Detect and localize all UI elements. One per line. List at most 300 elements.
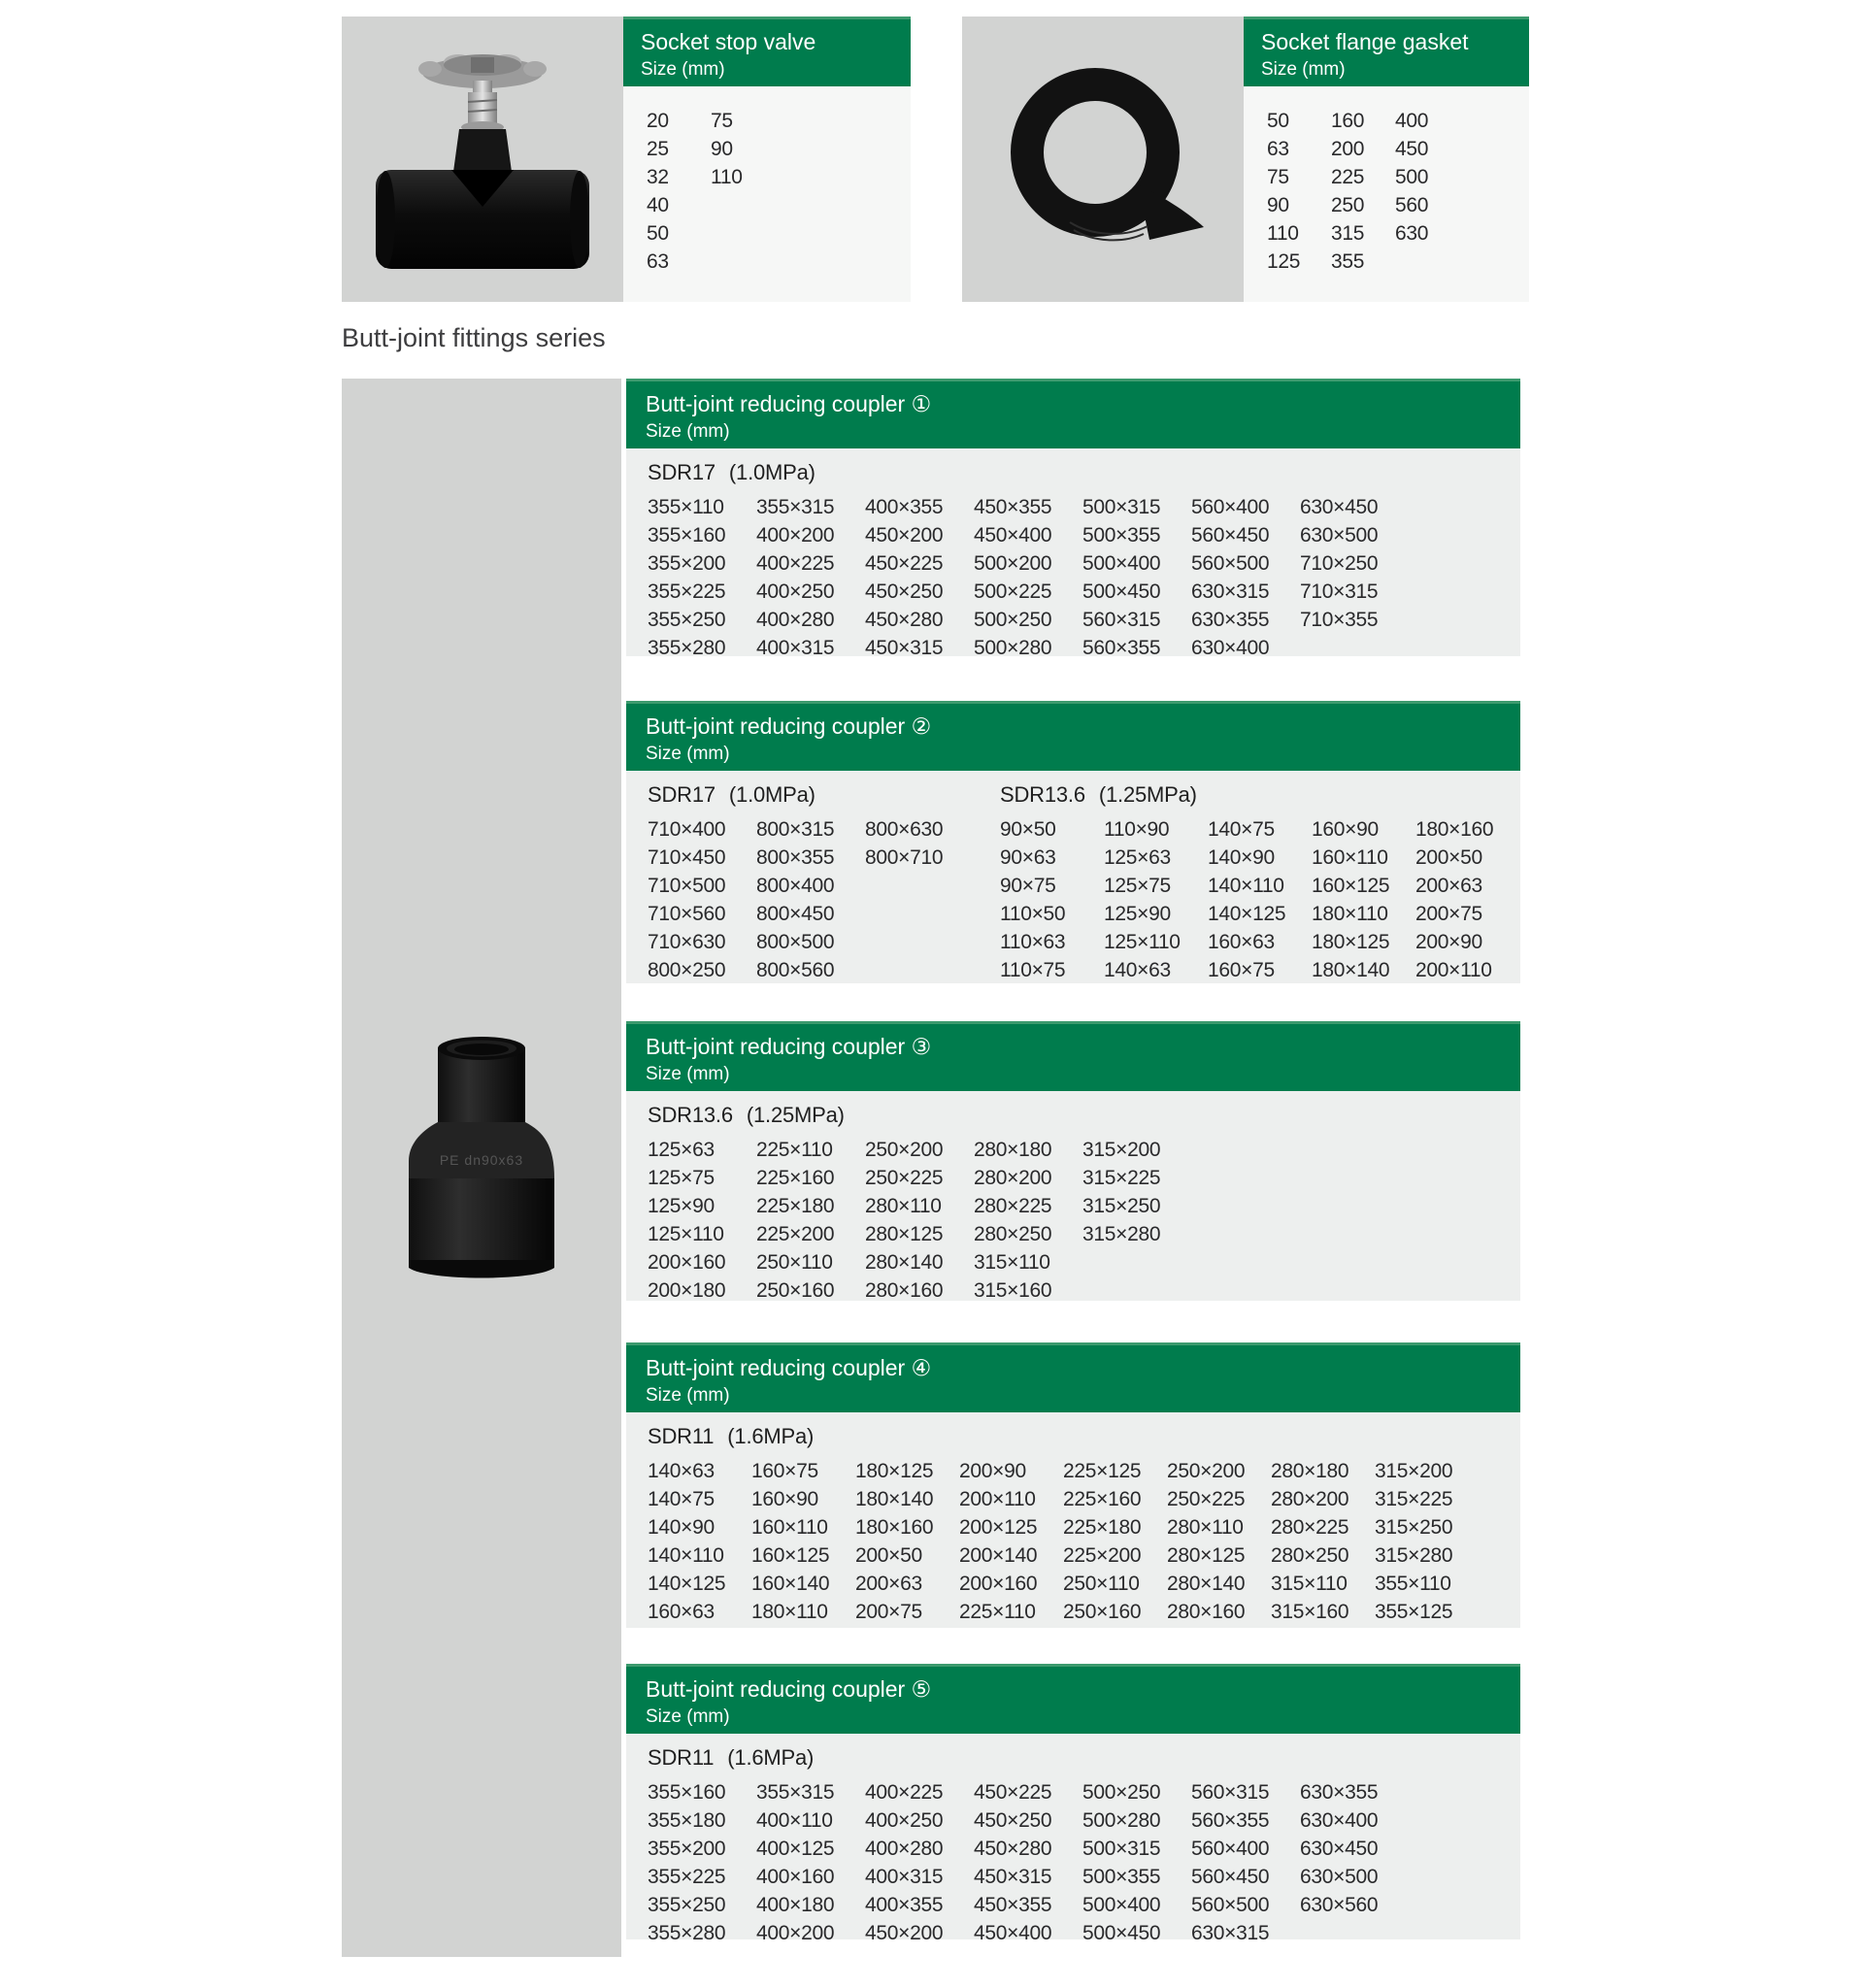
card-header xyxy=(1244,17,1529,86)
size-row xyxy=(648,1164,1191,1192)
size-column xyxy=(1267,107,1331,302)
size-cell: 355×280 xyxy=(648,637,726,656)
size-cell: 140×90 xyxy=(648,1516,715,1539)
table-number-badge: ③ xyxy=(911,1034,932,1059)
size-cell: 400×180 xyxy=(756,1894,835,1916)
reducing-coupler-image xyxy=(398,1031,565,1285)
size-cell: 560×500 xyxy=(1191,552,1270,575)
size-cell: 90×50 xyxy=(1000,818,1056,841)
size-cell: 800×355 xyxy=(756,846,835,869)
card-right xyxy=(623,17,911,302)
spec-group xyxy=(648,780,1000,983)
size-cell: 400×355 xyxy=(865,496,944,518)
table-size-label: Size (mm) xyxy=(646,1064,730,1084)
size-cell: 355×225 xyxy=(648,580,726,603)
table-size-label: Size (mm) xyxy=(646,1706,730,1727)
size-row xyxy=(648,1778,1409,1806)
reducing-coupler-photo xyxy=(398,1031,565,1285)
size-cell: 800×630 xyxy=(865,818,944,841)
size-cell: 560×355 xyxy=(1191,1809,1270,1832)
size-cell: 90×63 xyxy=(1000,846,1056,869)
size-cell: 250×225 xyxy=(1167,1488,1246,1510)
spec-label xyxy=(648,1743,1409,1773)
size-cell: 315×160 xyxy=(974,1279,1052,1301)
table-title-text: Butt-joint reducing coupler xyxy=(646,1355,912,1380)
size-row xyxy=(648,1485,1479,1513)
size-cell: 180×160 xyxy=(1415,818,1494,841)
size-rows xyxy=(1000,815,1519,983)
size-cell: 710×315 xyxy=(1300,580,1379,603)
size-row xyxy=(648,521,1409,549)
table-body xyxy=(626,448,1520,656)
size-cell: 280×225 xyxy=(1271,1516,1349,1539)
socket-stop-valve-photo xyxy=(342,17,623,302)
size-cell: 110×90 xyxy=(1104,818,1170,841)
size-row xyxy=(1000,900,1519,928)
product-card-socket-stop-valve xyxy=(342,17,911,302)
size-cell: 450×250 xyxy=(865,580,944,603)
size-cell: 160×140 xyxy=(751,1573,830,1595)
size-cell: 800×560 xyxy=(756,959,835,981)
size-cell: 355×315 xyxy=(756,1781,835,1804)
size-cell: 630×400 xyxy=(1300,1809,1379,1832)
size-cell: 280×250 xyxy=(1271,1544,1349,1567)
size-cell: 140×110 xyxy=(1208,875,1284,897)
size-cell: 400×160 xyxy=(756,1866,835,1888)
size-cell: 560×500 xyxy=(1191,1894,1270,1916)
size-cell: 280×200 xyxy=(974,1167,1052,1189)
size-cell: 200×50 xyxy=(1415,846,1482,869)
coupler-marking: PE dn90x63 xyxy=(439,1152,524,1168)
size-cell: 200×90 xyxy=(959,1460,1026,1482)
size-value: 32 xyxy=(647,166,669,188)
card-right xyxy=(1244,17,1529,302)
size-cell: 450×225 xyxy=(865,552,944,575)
size-cell: 160×125 xyxy=(751,1544,830,1567)
size-cell: 250×225 xyxy=(865,1167,944,1189)
size-cell: 400×250 xyxy=(865,1809,944,1832)
size-rows xyxy=(648,815,1000,983)
size-cell: 160×110 xyxy=(751,1516,828,1539)
size-cell: 280×180 xyxy=(1271,1460,1349,1482)
size-cell: 500×225 xyxy=(974,580,1052,603)
spec-name: SDR13.6 xyxy=(1000,782,1085,807)
size-cell: 125×90 xyxy=(1104,903,1171,925)
size-value: 90 xyxy=(711,138,733,160)
size-cell: 280×160 xyxy=(1167,1601,1246,1623)
size-cell: 500×450 xyxy=(1082,580,1161,603)
size-row xyxy=(648,1541,1479,1570)
size-value: 25 xyxy=(647,138,669,160)
size-cell: 630×560 xyxy=(1300,1894,1379,1916)
spec-pressure: (1.6MPa) xyxy=(727,1424,815,1448)
size-cell: 125×63 xyxy=(1104,846,1171,869)
size-row xyxy=(648,1136,1191,1164)
size-cell: 315×110 xyxy=(1271,1573,1348,1595)
size-cell: 355×250 xyxy=(648,1894,726,1916)
card-size-label: Size (mm) xyxy=(1261,59,1346,80)
spec-group xyxy=(648,1101,1191,1301)
size-value: 110 xyxy=(711,166,743,188)
size-cell: 500×200 xyxy=(974,552,1052,575)
size-cell: 400×200 xyxy=(756,524,835,547)
size-cell: 355×315 xyxy=(756,496,835,518)
size-cell: 800×250 xyxy=(648,959,726,981)
size-cell: 450×250 xyxy=(974,1809,1052,1832)
size-cell: 140×63 xyxy=(1104,959,1171,981)
size-cell: 315×200 xyxy=(1375,1460,1453,1482)
size-row xyxy=(648,956,1000,983)
size-cell: 250×200 xyxy=(865,1139,944,1161)
size-row xyxy=(648,1863,1409,1891)
size-value: 450 xyxy=(1395,138,1429,160)
size-cell: 280×160 xyxy=(865,1279,944,1301)
size-cell: 450×355 xyxy=(974,1894,1052,1916)
size-cell: 225×180 xyxy=(1063,1516,1142,1539)
table-number-badge: ④ xyxy=(911,1355,932,1380)
size-cell: 200×50 xyxy=(855,1544,922,1567)
size-cell: 500×250 xyxy=(1082,1781,1161,1804)
size-cell: 355×160 xyxy=(648,524,726,547)
size-column xyxy=(711,107,775,302)
size-cell: 500×355 xyxy=(1082,1866,1161,1888)
size-row xyxy=(648,1248,1191,1276)
size-cell: 450×315 xyxy=(865,637,944,656)
size-cell: 200×140 xyxy=(959,1544,1038,1567)
spec-name: SDR11 xyxy=(648,1424,715,1448)
size-cell: 450×225 xyxy=(974,1781,1052,1804)
size-cell: 560×400 xyxy=(1191,496,1270,518)
size-cell: 500×315 xyxy=(1082,496,1161,518)
size-cell: 280×125 xyxy=(1167,1544,1246,1567)
size-cell: 125×75 xyxy=(1104,875,1171,897)
size-row xyxy=(648,1835,1409,1863)
size-cell: 280×180 xyxy=(974,1139,1052,1161)
size-cell: 400×315 xyxy=(756,637,835,656)
size-cell: 400×280 xyxy=(756,609,835,631)
size-cell: 800×500 xyxy=(756,931,835,953)
size-cell: 110×63 xyxy=(1000,931,1066,953)
spec-label xyxy=(648,1422,1479,1451)
size-cell: 280×200 xyxy=(1271,1488,1349,1510)
size-row xyxy=(648,1220,1191,1248)
size-cell: 400×225 xyxy=(865,1781,944,1804)
size-cell: 355×125 xyxy=(1375,1601,1453,1623)
size-cell: 400×110 xyxy=(756,1809,833,1832)
size-row xyxy=(648,1891,1409,1919)
section-heading: Butt-joint fittings series xyxy=(342,323,606,352)
size-cell: 560×450 xyxy=(1191,1866,1270,1888)
spec-pressure: (1.25MPa) xyxy=(1098,782,1197,807)
size-cell: 355×110 xyxy=(1375,1573,1451,1595)
table-title-text: Butt-joint reducing coupler xyxy=(646,1676,912,1702)
table-number-badge: ② xyxy=(911,713,932,739)
size-row xyxy=(1000,815,1519,844)
size-cell: 355×180 xyxy=(648,1809,726,1832)
size-value: 315 xyxy=(1331,222,1365,245)
size-cell: 630×400 xyxy=(1191,637,1270,656)
card-title: Socket stop valve xyxy=(641,29,816,54)
size-cell: 225×125 xyxy=(1063,1460,1142,1482)
size-cell: 450×280 xyxy=(974,1838,1052,1860)
size-rows xyxy=(648,493,1409,656)
size-cell: 180×110 xyxy=(751,1601,828,1623)
size-cell: 800×315 xyxy=(756,818,835,841)
size-cell: 500×450 xyxy=(1082,1922,1161,1939)
size-cell: 450×400 xyxy=(974,524,1052,547)
size-cell: 450×355 xyxy=(974,496,1052,518)
size-cell: 110×75 xyxy=(1000,959,1066,981)
size-value: 225 xyxy=(1331,166,1365,188)
size-column xyxy=(1331,107,1395,302)
table-header xyxy=(626,1342,1520,1412)
size-row xyxy=(1000,956,1519,983)
size-cell: 180×125 xyxy=(855,1460,934,1482)
spec-name: SDR17 xyxy=(648,460,716,484)
size-cell: 280×140 xyxy=(1167,1573,1246,1595)
size-cell: 250×110 xyxy=(1063,1573,1140,1595)
size-row xyxy=(648,815,1000,844)
reducing-coupler-table xyxy=(626,1664,1520,1939)
size-value: 50 xyxy=(647,222,669,245)
size-cell: 250×160 xyxy=(1063,1601,1142,1623)
size-row xyxy=(1000,844,1519,872)
size-cell: 180×160 xyxy=(855,1516,934,1539)
size-cell: 225×110 xyxy=(959,1601,1036,1623)
size-rows xyxy=(648,1457,1479,1626)
size-row xyxy=(648,1513,1479,1541)
size-value: 63 xyxy=(1267,138,1289,160)
size-cell: 280×125 xyxy=(865,1223,944,1245)
size-cell: 710×500 xyxy=(648,875,726,897)
size-cell: 400×200 xyxy=(756,1922,835,1939)
size-row xyxy=(648,1192,1191,1220)
spec-label xyxy=(1000,780,1519,810)
spec-pressure: (1.0MPa) xyxy=(728,460,816,484)
size-value: 400 xyxy=(1395,110,1429,132)
size-cell: 355×250 xyxy=(648,609,726,631)
size-cell: 315×280 xyxy=(1082,1223,1161,1245)
size-cell: 140×110 xyxy=(648,1544,724,1567)
table-header xyxy=(626,1021,1520,1091)
size-row xyxy=(648,844,1000,872)
table-body xyxy=(626,1091,1520,1301)
size-row xyxy=(648,872,1000,900)
size-cell: 710×450 xyxy=(648,846,726,869)
table-size-label: Size (mm) xyxy=(646,1385,730,1406)
size-cell: 225×200 xyxy=(756,1223,835,1245)
size-cell: 400×125 xyxy=(756,1838,835,1860)
size-cell: 315×250 xyxy=(1082,1195,1161,1217)
size-cell: 280×110 xyxy=(1167,1516,1244,1539)
product-card-socket-flange-gasket xyxy=(962,17,1529,302)
size-cell: 560×315 xyxy=(1191,1781,1270,1804)
size-cell: 200×90 xyxy=(1415,931,1482,953)
size-cell: 200×110 xyxy=(1415,959,1492,981)
size-row xyxy=(648,1806,1409,1835)
size-row xyxy=(648,928,1000,956)
reducing-coupler-photo-panel xyxy=(342,379,621,1957)
size-cell: 630×500 xyxy=(1300,524,1379,547)
size-cell: 160×63 xyxy=(1208,931,1275,953)
spec-name: SDR11 xyxy=(648,1745,715,1770)
size-cell: 160×125 xyxy=(1312,875,1390,897)
table-body xyxy=(626,771,1520,983)
size-cell: 400×250 xyxy=(756,580,835,603)
reducing-coupler-table xyxy=(626,1342,1520,1628)
spec-label xyxy=(648,458,1409,487)
size-cell: 315×250 xyxy=(1375,1516,1453,1539)
reducing-coupler-table xyxy=(626,701,1520,983)
size-cell: 315×200 xyxy=(1082,1139,1161,1161)
size-cell: 180×125 xyxy=(1312,931,1390,953)
size-cell: 710×400 xyxy=(648,818,726,841)
size-cell: 315×225 xyxy=(1375,1488,1453,1510)
size-cell: 450×315 xyxy=(974,1866,1052,1888)
size-cell: 200×75 xyxy=(1415,903,1482,925)
size-cell: 125×110 xyxy=(648,1223,724,1245)
size-cell: 400×225 xyxy=(756,552,835,575)
size-cell: 560×450 xyxy=(1191,524,1270,547)
size-cell: 500×355 xyxy=(1082,524,1161,547)
size-cell: 160×63 xyxy=(648,1601,715,1623)
size-cell: 160×90 xyxy=(1312,818,1379,841)
size-cell: 140×75 xyxy=(1208,818,1275,841)
size-cell: 225×160 xyxy=(1063,1488,1142,1510)
size-cell: 200×160 xyxy=(648,1251,726,1274)
spec-group xyxy=(648,1743,1409,1939)
table-title xyxy=(646,1355,1520,1381)
butt-joint-tables xyxy=(626,379,1520,1939)
spec-pressure: (1.0MPa) xyxy=(728,782,816,807)
spec-label xyxy=(648,780,1000,810)
size-cell: 630×450 xyxy=(1300,1838,1379,1860)
size-row xyxy=(648,1276,1191,1301)
reducing-coupler-table xyxy=(626,1021,1520,1301)
size-column xyxy=(1395,107,1459,302)
spec-group xyxy=(1000,780,1519,983)
reducing-coupler-table xyxy=(626,379,1520,656)
size-cell: 560×355 xyxy=(1082,637,1161,656)
spec-name: SDR13.6 xyxy=(648,1103,733,1127)
size-cell: 355×200 xyxy=(648,552,726,575)
size-rows xyxy=(648,1136,1191,1301)
size-cell: 225×180 xyxy=(756,1195,835,1217)
size-cell: 400×355 xyxy=(865,1894,944,1916)
size-cell: 140×125 xyxy=(648,1573,726,1595)
size-cell: 250×160 xyxy=(756,1279,835,1301)
size-cell: 280×250 xyxy=(974,1223,1052,1245)
table-size-label: Size (mm) xyxy=(646,744,730,764)
table-header xyxy=(626,701,1520,771)
size-value: 63 xyxy=(647,250,669,273)
size-value: 40 xyxy=(647,194,669,216)
size-list xyxy=(623,86,911,302)
size-cell: 630×450 xyxy=(1300,496,1379,518)
size-cell: 630×355 xyxy=(1191,609,1270,631)
size-cell: 140×90 xyxy=(1208,846,1275,869)
size-cell: 200×75 xyxy=(855,1601,922,1623)
size-cell: 355×160 xyxy=(648,1781,726,1804)
size-cell: 450×200 xyxy=(865,524,944,547)
size-cell: 800×450 xyxy=(756,903,835,925)
size-cell: 355×280 xyxy=(648,1922,726,1939)
size-cell: 710×355 xyxy=(1300,609,1379,631)
size-cell: 355×110 xyxy=(648,496,724,518)
table-title xyxy=(646,1034,1520,1060)
size-value: 50 xyxy=(1267,110,1289,132)
size-cell: 560×400 xyxy=(1191,1838,1270,1860)
size-cell: 800×710 xyxy=(865,846,944,869)
size-cell: 160×90 xyxy=(751,1488,818,1510)
size-cell: 500×280 xyxy=(1082,1809,1161,1832)
size-row xyxy=(648,1919,1409,1939)
size-cell: 400×315 xyxy=(865,1866,944,1888)
socket-flange-gasket-photo xyxy=(962,17,1244,302)
size-value: 630 xyxy=(1395,222,1429,245)
size-cell: 280×140 xyxy=(865,1251,944,1274)
size-cell: 280×225 xyxy=(974,1195,1052,1217)
spec-label xyxy=(648,1101,1191,1130)
table-title-text: Butt-joint reducing coupler xyxy=(646,713,912,739)
size-cell: 630×500 xyxy=(1300,1866,1379,1888)
size-row xyxy=(648,1457,1479,1485)
card-size-label: Size (mm) xyxy=(641,59,725,80)
size-cell: 90×75 xyxy=(1000,875,1056,897)
size-row xyxy=(648,606,1409,634)
table-size-label: Size (mm) xyxy=(646,421,730,442)
size-value: 160 xyxy=(1331,110,1365,132)
size-cell: 450×400 xyxy=(974,1922,1052,1939)
size-value: 560 xyxy=(1395,194,1429,216)
size-cell: 450×280 xyxy=(865,609,944,631)
size-value: 75 xyxy=(1267,166,1289,188)
size-cell: 560×315 xyxy=(1082,609,1161,631)
size-cell: 225×110 xyxy=(756,1139,833,1161)
card-header xyxy=(623,17,911,86)
table-header xyxy=(626,1664,1520,1734)
size-value: 500 xyxy=(1395,166,1429,188)
size-row xyxy=(1000,928,1519,956)
size-row xyxy=(648,900,1000,928)
size-cell: 225×200 xyxy=(1063,1544,1142,1567)
size-cell: 200×63 xyxy=(855,1573,922,1595)
size-cell: 630×355 xyxy=(1300,1781,1379,1804)
size-row xyxy=(648,1570,1479,1598)
size-cell: 160×75 xyxy=(1208,959,1275,981)
table-title xyxy=(646,391,1520,417)
socket-stop-valve-image xyxy=(366,28,599,290)
size-cell: 140×63 xyxy=(648,1460,715,1482)
size-cell: 250×110 xyxy=(756,1251,833,1274)
table-title xyxy=(646,1676,1520,1703)
table-number-badge: ① xyxy=(911,391,932,416)
size-list xyxy=(1244,86,1529,302)
size-cell: 500×400 xyxy=(1082,552,1161,575)
size-cell: 500×315 xyxy=(1082,1838,1161,1860)
spec-group xyxy=(648,458,1409,656)
size-cell: 125×110 xyxy=(1104,931,1181,953)
size-cell: 200×180 xyxy=(648,1279,726,1301)
size-row xyxy=(648,578,1409,606)
spec-pressure: (1.25MPa) xyxy=(746,1103,845,1127)
size-cell: 200×160 xyxy=(959,1573,1038,1595)
size-cell: 500×280 xyxy=(974,637,1052,656)
table-number-badge: ⑤ xyxy=(911,1676,932,1702)
spec-name: SDR17 xyxy=(648,782,716,807)
size-cell: 500×250 xyxy=(974,609,1052,631)
table-title xyxy=(646,713,1520,740)
